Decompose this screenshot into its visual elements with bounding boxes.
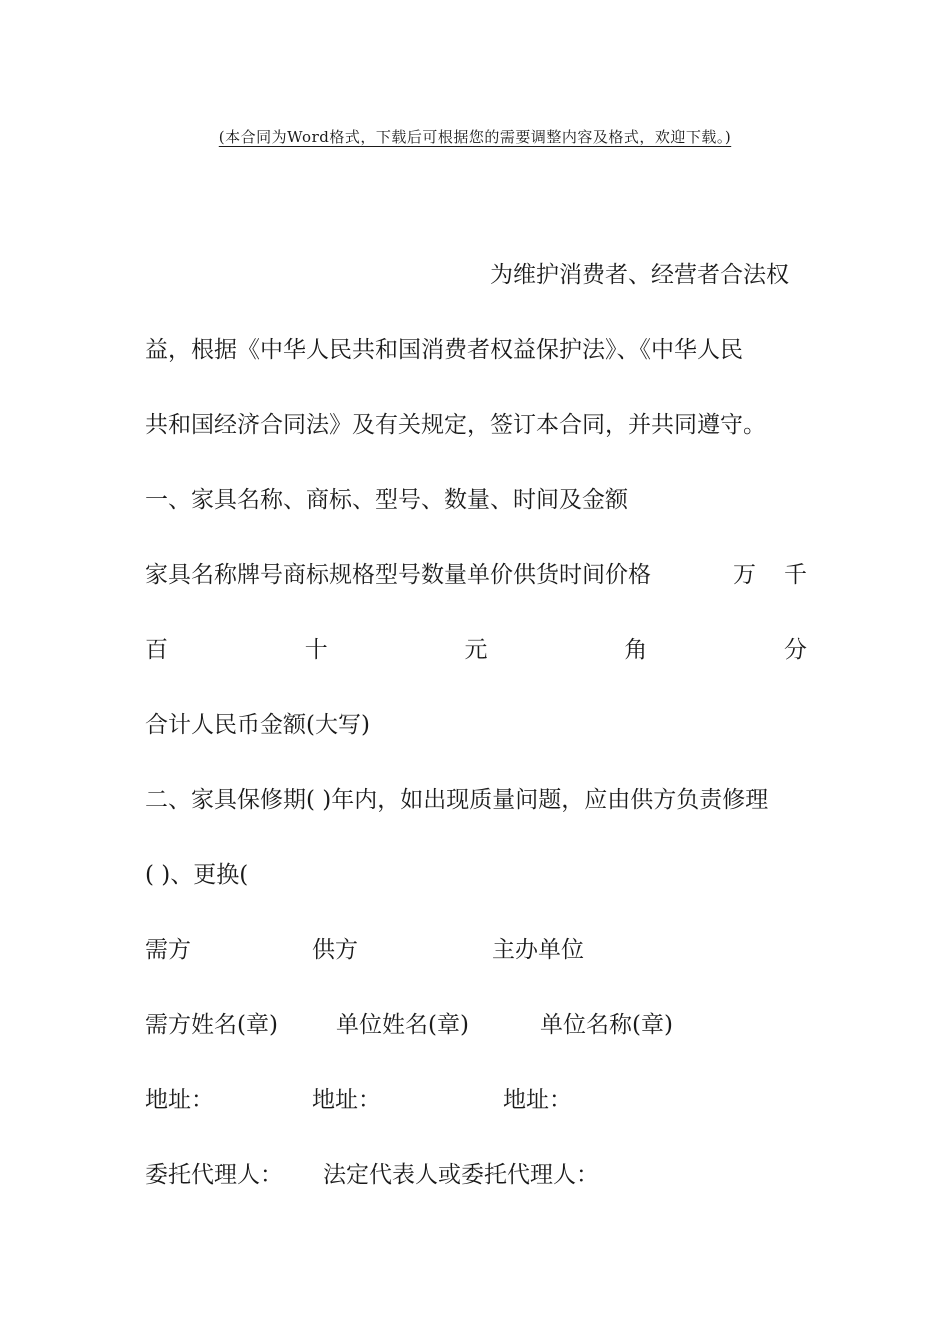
preamble-line-1: 为维护消费者、经营者合法权 [490,262,789,288]
total-amount-line: 合计人民币金额(大写) [145,712,370,738]
buyer-name-seal: 需方姓名(章) [145,1012,278,1038]
buyer-address: 地址： [145,1087,214,1113]
organizer-name-seal: 单位名称(章) [540,1012,673,1038]
download-notice: (本合同为Word格式，下载后可根据您的需要调整内容及格式，欢迎下载。) [218,128,732,146]
section-2-line-1: 二、家具保修期( )年内，如出现质量问题，应由供方负责修理 [145,787,769,813]
contract-body [145,238,807,1213]
supplier-representative: 法定代表人或委托代理人： [323,1162,599,1188]
unit-name-seal: 单位姓名(章) [336,1012,469,1038]
preamble-line-3: 共和国经济合同法》及有关规定，签订本合同，并共同遵守。 [145,412,766,438]
columns-labels: 家具名称牌号商标规格型号数量单价供货时间价格 [145,562,651,588]
unit-yuan: 元 [464,637,488,663]
supplier-address: 地址： [312,1087,381,1113]
parties-line [145,913,807,988]
units-line [145,613,807,688]
unit-bai: 百 [145,637,168,663]
party-organizer: 主办单位 [492,937,584,963]
unit-fen: 分 [784,637,807,663]
section-1-heading: 一、家具名称、商标、型号、数量、时间及金额 [145,487,628,513]
preamble-line-2: 益，根据《中华人民共和国消费者权益保护法》、《中华人民 [145,337,743,363]
unit-jiao: 角 [624,637,648,663]
organizer-address: 地址： [503,1087,572,1113]
section-2-line-2: ( )、更换( [145,862,249,888]
columns-line [145,538,807,613]
party-buyer: 需方 [145,937,191,963]
addresses-line [145,1063,807,1138]
names-line [145,988,807,1063]
agents-line [145,1138,807,1213]
buyer-agent: 委托代理人： [145,1162,283,1188]
unit-wan: 万 [733,562,756,588]
unit-shi: 十 [304,637,328,663]
unit-qian: 千 [784,562,807,588]
party-supplier: 供方 [312,937,358,963]
